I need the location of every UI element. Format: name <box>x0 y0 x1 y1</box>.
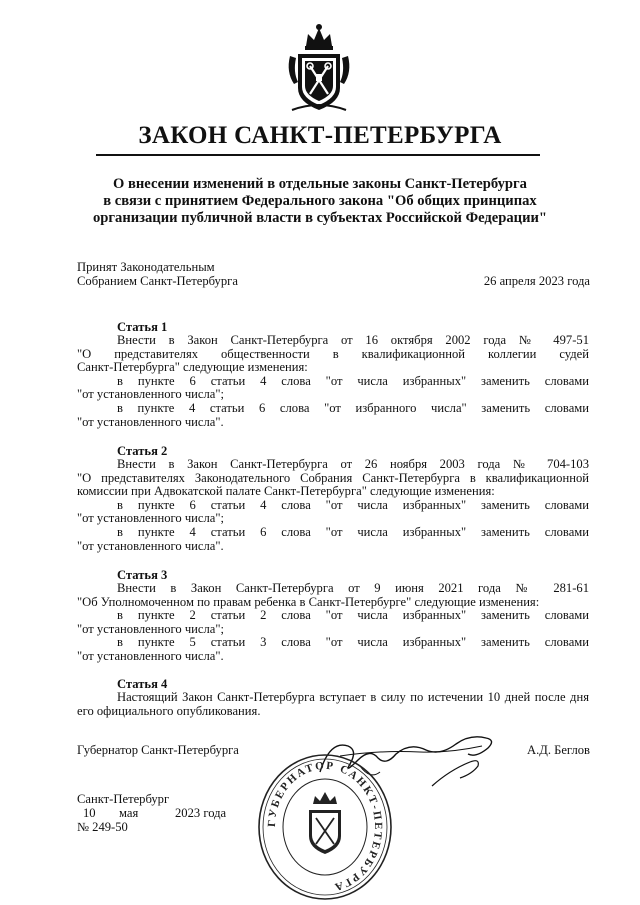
article-line: "от установленного числа"; <box>77 387 224 402</box>
adoption-line: Принят Законодательным <box>77 260 215 274</box>
article-line: в пункте 4 статьи 6 слова "от избранного числа" заменить словами <box>117 400 589 415</box>
article-2-text <box>77 458 589 553</box>
article-line: комиссии при Адвокатской палате Санкт-Петербурга" следующие изменения: <box>77 484 495 499</box>
subtitle-line: в связи с принятием Федерального закона "Об общих принципах <box>103 193 537 209</box>
article-line: Внести в Закон Санкт-Петербурга от 26 ноября 2003 года № 704-103 <box>117 457 589 471</box>
article-line: в пункте 2 статьи 2 слова "от числа избранных" заменить словами <box>117 608 589 623</box>
signing-month: мая <box>119 806 139 820</box>
article-heading: Статья 3 <box>117 568 168 582</box>
article-line: Внести в Закон Санкт-Петербурга от 9 июня 2021 года № 281-61 <box>117 581 589 595</box>
article-heading: Статья 2 <box>117 444 168 458</box>
article-line: "О представителях общественности в квалификационной коллегии судей <box>77 346 589 361</box>
article-line: Настоящий Закон Санкт-Петербурга вступает в силу по истечении 10 дней после дня <box>117 690 589 704</box>
article-line: в пункте 6 статьи 4 слова "от числа избранных" заменить словами <box>117 497 589 512</box>
article-line: его официального опубликования. <box>77 703 261 718</box>
article-line: "Об Уполномоченном по правам ребенка в Санкт-Петербурге" следующие изменения: <box>77 594 540 609</box>
governor-title: Губернатор Санкт-Петербурга <box>77 743 239 757</box>
signing-year: 2023 года <box>175 806 227 820</box>
signing-day: 10 <box>83 806 96 820</box>
document-title: ЗАКОН САНКТ-ПЕТЕРБУРГА <box>138 122 502 149</box>
article-3-text <box>77 582 589 664</box>
article-4-text <box>77 691 589 718</box>
law-number: № 249-50 <box>77 820 128 834</box>
article-line: "от установленного числа". <box>77 538 224 553</box>
article-line: в пункте 5 статьи 3 слова "от числа избранных" заменить словами <box>117 635 589 650</box>
coat-of-arms-emblem <box>284 22 354 114</box>
article-line: в пункте 4 статьи 6 слова "от числа избранных" заменить словами <box>117 524 589 539</box>
article-line: "от установленного числа"; <box>77 621 224 636</box>
title-divider <box>96 154 540 156</box>
article-line: "от установленного числа". <box>77 648 224 663</box>
subtitle-line: организации публичной власти в субъектах Российской Федерации" <box>92 210 548 226</box>
signing-city: Санкт-Петербург <box>77 792 170 806</box>
adoption-date: 26 апреля 2023 года <box>483 274 590 288</box>
article-heading: Статья 4 <box>117 677 168 691</box>
article-line: Внести в Закон Санкт-Петербурга от 16 октября 2002 года № 497-51 <box>117 333 589 347</box>
seal-text: ГУБЕРНАТОР САНКТ-ПЕТЕРБУРГА <box>265 759 385 894</box>
governor-name: А.Д. Беглов <box>526 743 590 757</box>
subtitle-line: О внесении изменений в отдельные законы Санкт-Петербурга <box>113 176 527 192</box>
adoption-body <box>77 261 238 288</box>
adoption-line: Собранием Санкт-Петербурга <box>77 273 238 288</box>
article-heading: Статья 1 <box>117 320 168 334</box>
article-1-text <box>77 334 589 429</box>
signing-date <box>77 807 226 821</box>
document-subtitle <box>60 176 580 227</box>
article-line: "от установленного числа". <box>77 414 224 429</box>
official-seal <box>255 752 395 902</box>
article-line: "О представителях Законодательного Собрания Санкт-Петербурга в квалификационной <box>77 470 589 485</box>
article-line: "от установленного числа"; <box>77 511 224 526</box>
article-line: Санкт-Петербурга" следующие изменения: <box>77 360 308 375</box>
article-line: в пункте 6 статьи 4 слова "от числа избранных" заменить словами <box>117 373 589 388</box>
